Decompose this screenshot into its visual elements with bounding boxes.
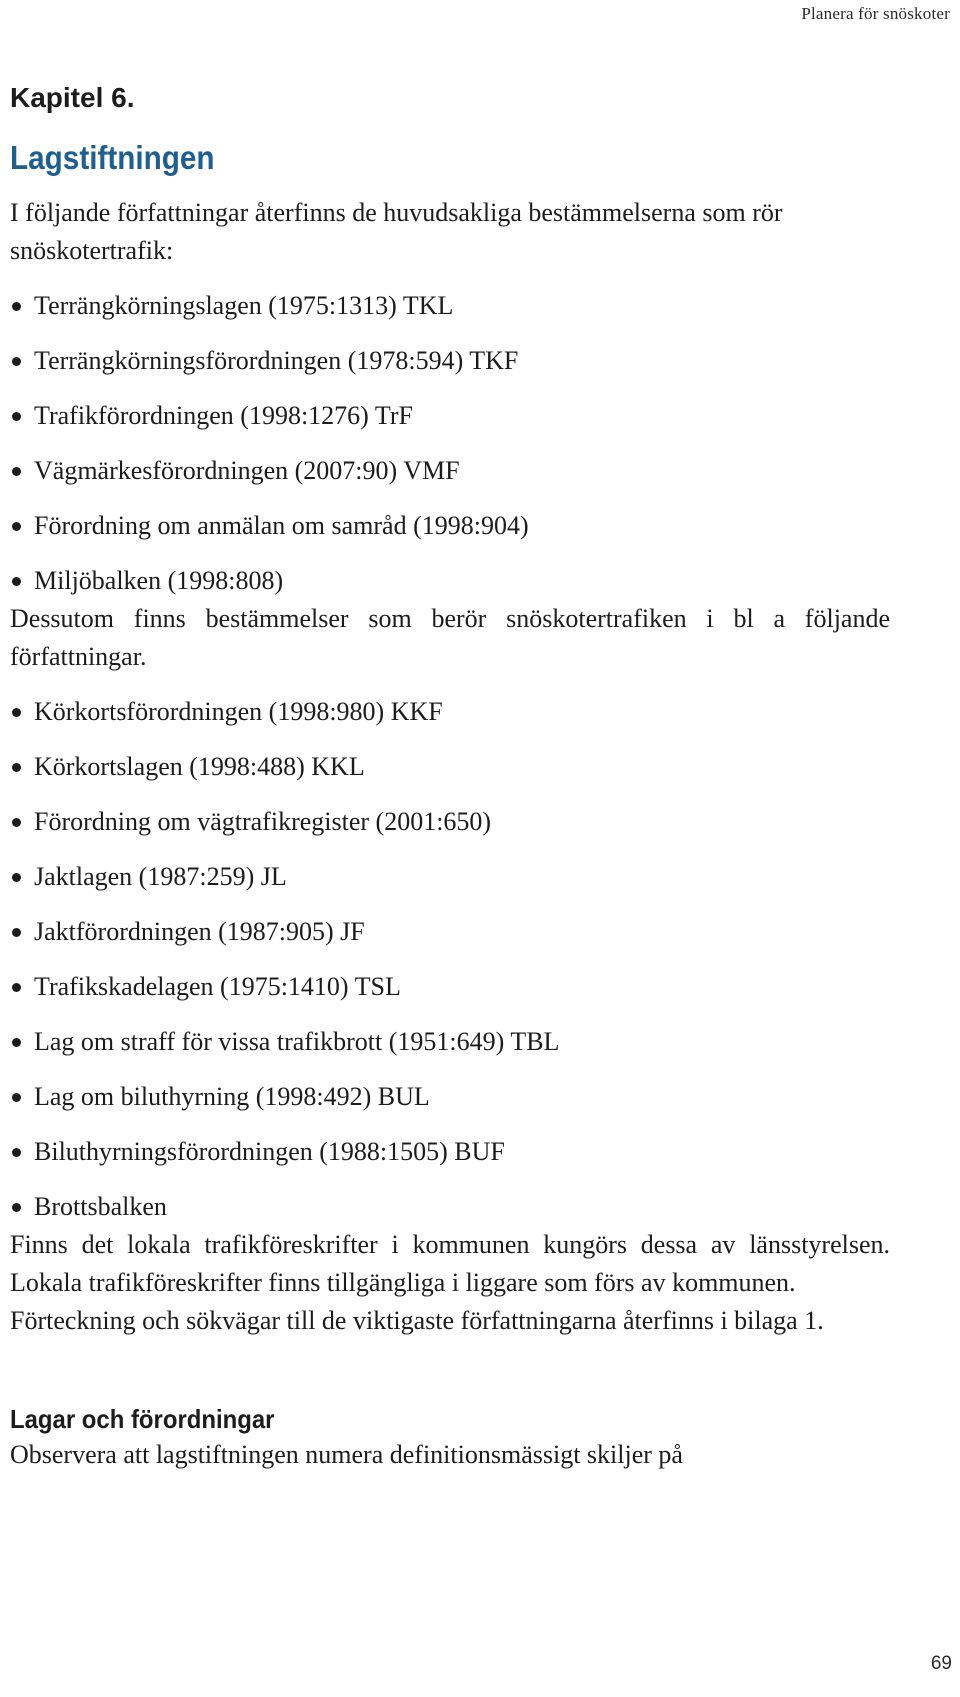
secondary-laws-list (10, 693, 890, 1226)
page-number: 69 (930, 1653, 952, 1674)
page-content (10, 80, 890, 1474)
secondary-intro-paragraph (10, 600, 890, 676)
section-paragraph: Observera att lagstiftningen numera definitionsmässigt skiljer på (10, 1440, 683, 1469)
list-item: Miljöbalken (1998:808) (10, 562, 890, 600)
list-item: Terrängkörningsförordningen (1978:594) TKF (10, 342, 890, 380)
list-item: Körkortsförordningen (1998:980) KKF (10, 693, 890, 731)
chapter-label: Kapitel 6. (10, 82, 135, 113)
list-item: Trafikskadelagen (1975:1410) TSL (10, 968, 890, 1006)
running-header: Planera för snöskoter (801, 4, 950, 23)
list-item: Förordning om vägtrafikregister (2001:650) (10, 803, 890, 841)
list-item: Jaktlagen (1987:259) JL (10, 858, 890, 896)
secondary-intro-text: Dessutom finns bestämmelser som berör snöskotertrafiken i bl a följande författningar. (10, 604, 890, 671)
list-item: Trafikförordningen (1998:1276) TrF (10, 397, 890, 435)
list-item: Brottsbalken (10, 1188, 890, 1226)
primary-laws-list (10, 287, 890, 600)
list-item: Lag om biluthyrning (1998:492) BUL (10, 1078, 890, 1116)
list-item: Terrängkörningslagen (1975:1313) TKL (10, 287, 890, 325)
list-item: Jaktförordningen (1987:905) JF (10, 913, 890, 951)
list-item: Vägmärkesförordningen (2007:90) VMF (10, 452, 890, 490)
intro-paragraph: I följande författningar återfinns de huvudsakliga bestämmelserna som rör snöskotertrafik: (10, 198, 783, 265)
list-item: Körkortslagen (1998:488) KKL (10, 748, 890, 786)
local-rules-paragraph: Finns det lokala trafikföreskrifter i kommunen kungörs dessa av länsstyrelsen. Lokala trafikföreskrifter finns tillgängliga i liggare som förs av kommunen. (10, 1230, 890, 1297)
section-heading: Lagar och förordningar (10, 1404, 275, 1434)
list-item: Lag om straff för vissa trafikbrott (1951:649) TBL (10, 1023, 890, 1061)
appendix-note-paragraph: Förteckning och sökvägar till de viktigaste författningarna återfinns i bilaga 1. (10, 1306, 824, 1335)
list-item: Förordning om anmälan om samråd (1998:904) (10, 507, 890, 545)
chapter-title: Lagstiftningen (10, 139, 215, 176)
list-item: Biluthyrningsförordningen (1988:1505) BUF (10, 1133, 890, 1171)
